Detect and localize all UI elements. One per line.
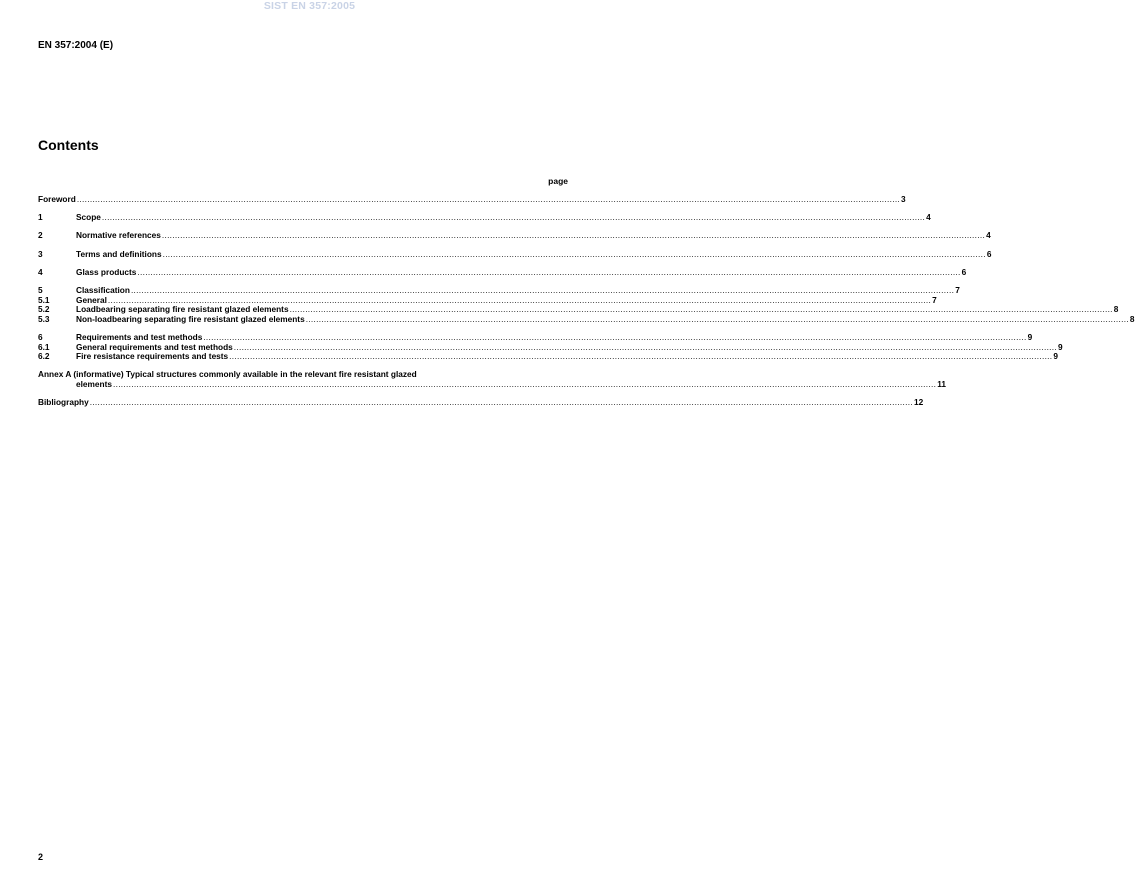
toc-entry-normative-references[interactable] [38, 230, 991, 241]
page-column-label: page [548, 176, 568, 186]
watermark: SIST EN 357:2005 [263, 0, 356, 12]
toc-entry-foreword[interactable] [38, 194, 906, 205]
toc-leader [306, 315, 1129, 325]
toc-number: 6.1 [38, 341, 50, 352]
toc-entry-scope[interactable] [38, 212, 931, 223]
toc-number: 5 [38, 284, 43, 295]
toc-number: 5.2 [38, 304, 50, 315]
toc-entry-annex-a[interactable] [38, 369, 946, 389]
toc-title: Loadbearing separating fire resistant glazed elements [76, 304, 289, 315]
toc-title: General requirements and test methods [76, 341, 233, 352]
toc-page: 9 [1058, 341, 1063, 352]
toc-page: 3 [901, 194, 906, 204]
toc-page: 7 [955, 284, 960, 295]
toc-title: Requirements and test methods [76, 331, 203, 342]
toc-title: Bibliography [38, 397, 89, 408]
page-number: 2 [38, 852, 44, 862]
toc-number: 1 [38, 212, 43, 223]
toc-leader [229, 352, 1052, 362]
toc-page: 9 [1027, 331, 1033, 342]
toc-leader [137, 268, 960, 278]
toc-leader [77, 195, 900, 205]
toc-title: Fire resistance requirements and tests [76, 351, 229, 362]
toc-page: 4 [926, 212, 931, 223]
contents-title: Contents [38, 137, 99, 153]
toc-number: 4 [38, 266, 43, 277]
toc-entry-bibliography[interactable] [38, 397, 924, 408]
toc-leader [162, 231, 985, 241]
toc-page: 6 [961, 266, 967, 277]
document-id: EN 357:2004 (E) [38, 40, 114, 51]
toc-leader [163, 250, 986, 260]
toc-entry-terms-definitions[interactable] [38, 248, 992, 260]
toc-number: 5.1 [38, 294, 50, 305]
toc-page: 8 [1113, 304, 1119, 315]
toc-annex-continuation [38, 378, 946, 390]
toc-number: 2 [38, 230, 43, 241]
toc-page: 7 [932, 294, 937, 305]
toc-title: General [76, 294, 107, 305]
toc-number: 6.2 [38, 351, 50, 362]
toc-entry-glass-products[interactable] [38, 266, 967, 278]
toc-title: Glass products [76, 266, 137, 277]
toc-leader [113, 380, 936, 390]
toc-page: 8 [1129, 313, 1135, 324]
toc-title: Non-loadbearing separating fire resistant glazed elements [76, 313, 305, 324]
toc-number: 5.3 [38, 313, 50, 324]
toc-entry-non-loadbearing[interactable] [38, 313, 1135, 325]
toc-title-continued: elements [76, 378, 112, 389]
toc-entry-fire-resistance[interactable] [38, 351, 1059, 362]
toc-page: 12 [913, 397, 924, 408]
toc-page: 6 [986, 248, 992, 259]
toc-title: Classification [76, 284, 130, 295]
toc-title: Terms and definitions [76, 248, 162, 259]
toc-leader [90, 398, 913, 408]
toc-number: 6 [38, 331, 43, 342]
toc-title: Normative references [76, 230, 161, 241]
table-of-contents [38, 194, 1135, 408]
toc-title: Foreword [38, 194, 76, 204]
toc-title: Annex A (informative) Typical structures commonly available in the relevant fire resistant glazed [38, 369, 417, 380]
toc-page: 11 [937, 378, 946, 389]
toc-leader [102, 213, 925, 223]
toc-number: 3 [38, 248, 43, 259]
toc-title: Scope [76, 212, 101, 223]
toc-page: 4 [986, 230, 991, 241]
toc-page: 9 [1053, 351, 1059, 362]
